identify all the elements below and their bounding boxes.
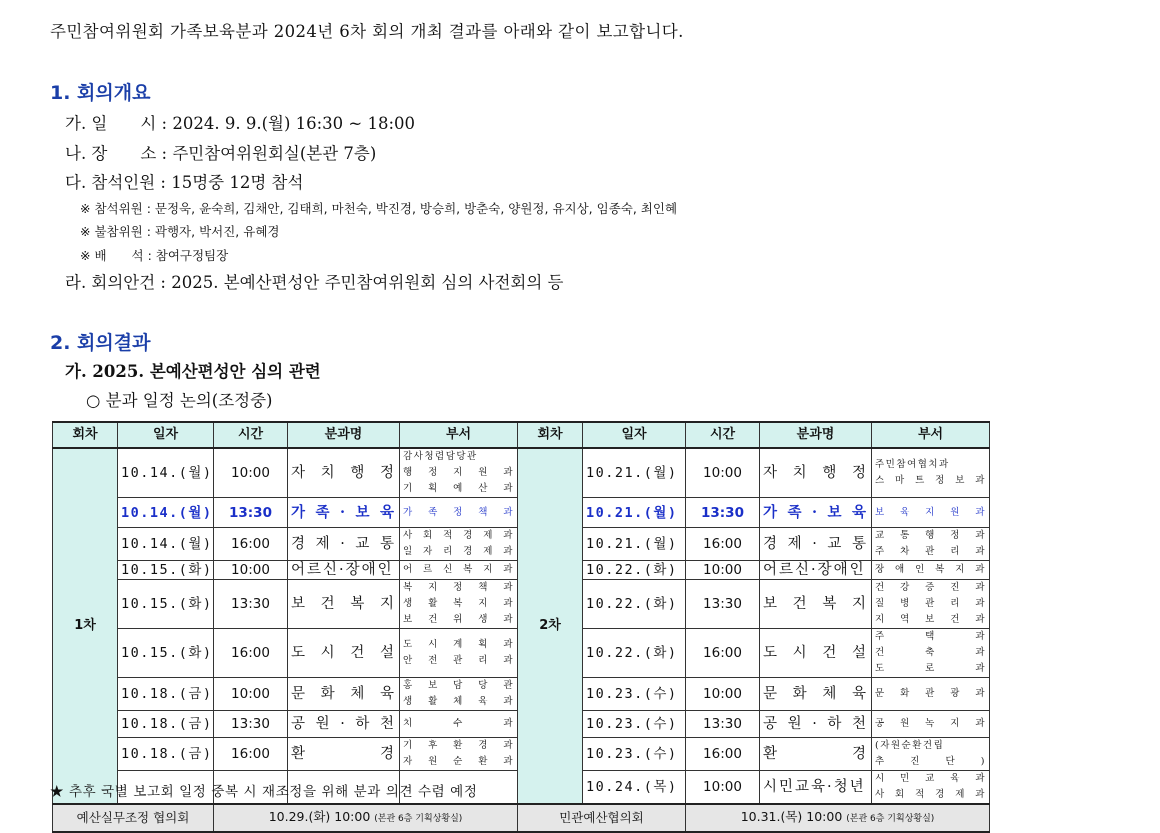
section2-subtitle: 가. 2025. 본예산편성안 심의 관련: [65, 362, 321, 381]
meeting-agenda: 라. 회의안건 : 2025. 본예산편성안 주민참여위원회 심의 사전회의 등: [65, 273, 564, 292]
division-cell: 도 시 건 설: [760, 629, 872, 678]
department-line: 추 진 단 ): [875, 756, 986, 767]
date-cell: 10.22.(화): [583, 580, 686, 629]
department-cell: [872, 561, 990, 580]
header-round: 회차: [53, 422, 118, 448]
date-cell: 10.18.(금): [118, 678, 214, 711]
time-cell: 13:30: [686, 580, 760, 629]
time-cell: 16:00: [686, 629, 760, 678]
division-cell: 환 경: [288, 738, 400, 771]
department-line: 보 육 지 원 과: [875, 506, 986, 518]
department-line: 도 시 계 획 과: [403, 639, 514, 650]
department-cell: [400, 580, 518, 629]
date-cell: 10.22.(화): [583, 561, 686, 580]
header-division: 분과명: [288, 422, 400, 448]
department-line: 보 건 위 생 과: [403, 614, 514, 625]
schedule-table: [52, 421, 990, 833]
section1-title: 1. 회의개요: [50, 82, 151, 104]
time-cell: 13:30: [214, 580, 288, 629]
department-line: 질 병 관 리 과: [875, 598, 986, 609]
table-footer-row: [53, 804, 990, 832]
date-cell: 10.15.(화): [118, 561, 214, 580]
date-cell: 10.15.(화): [118, 580, 214, 629]
time-cell: 16:00: [214, 528, 288, 561]
department-line: 가 족 정 책 과: [403, 506, 514, 518]
time-cell: 10:00: [686, 678, 760, 711]
department-cell: [872, 711, 990, 738]
department-line: 사 회 적 경 제 과: [403, 530, 514, 541]
division-cell: 어르신·장애인: [760, 561, 872, 580]
department-cell: [400, 711, 518, 738]
time-cell: 13:30: [686, 711, 760, 738]
department-line: 공 원 녹 지 과: [875, 718, 986, 729]
intro-text: 주민참여위원회 가족보육분과 2024년 6차 회의 개최 결과를 아래와 같이 보고합니다.: [50, 22, 684, 41]
department-line: 교 통 행 정 과: [875, 530, 986, 541]
date-cell: 10.21.(월): [583, 448, 686, 498]
department-line: 기 획 예 산 과: [403, 483, 514, 494]
division-cell: 문 화 체 육: [760, 678, 872, 711]
schedule-bullet: ○ 분과 일정 논의(조정중): [86, 391, 273, 410]
department-line: 스 마 트 정 보 과: [875, 475, 986, 486]
division-cell: 자 치 행 정: [288, 448, 400, 498]
department-line: 복 지 정 책 과: [403, 582, 514, 593]
department-line: 주 택 과: [875, 631, 986, 642]
date-cell: 10.15.(화): [118, 629, 214, 678]
header-division: 분과명: [760, 422, 872, 448]
department-cell: [872, 498, 990, 528]
time-cell: 13:30: [686, 498, 760, 528]
date-cell: 10.21.(월): [583, 528, 686, 561]
division-cell: 가 족 · 보 육: [760, 498, 872, 528]
department-line: 일 자 리 경 제 과: [403, 546, 514, 557]
department-line: 감사청렴담당관: [403, 451, 478, 462]
date-cell: 10.18.(금): [118, 711, 214, 738]
time-cell: 16:00: [214, 738, 288, 771]
department-line: 행 정 지 원 과: [403, 467, 514, 478]
division-cell: 환 경: [760, 738, 872, 771]
division-cell: 가 족 · 보 육: [288, 498, 400, 528]
department-cell: [872, 629, 990, 678]
footer-right-datetime: 10.31.(목) 10:00: [740, 809, 843, 824]
header-date: 일자: [583, 422, 686, 448]
department-cell: [400, 678, 518, 711]
time-cell: 10:00: [214, 561, 288, 580]
department-cell: [872, 738, 990, 771]
footnote: ★ 추후 국별 보고회 일정 중복 시 재조정을 위해 분과 의견 수렴 예정: [50, 784, 478, 800]
division-cell: 문 화 체 육: [288, 678, 400, 711]
division-cell: 보 건 복 지: [288, 580, 400, 629]
division-cell: 보 건 복 지: [760, 580, 872, 629]
round-2-cell: 2차: [518, 448, 583, 804]
department-line: 생 활 복 지 과: [403, 598, 514, 609]
department-line: 자 원 순 환 과: [403, 756, 514, 767]
date-cell: 10.23.(수): [583, 711, 686, 738]
time-cell: 10:00: [214, 448, 288, 498]
division-cell: 어르신·장애인: [288, 561, 400, 580]
department-line: 치 수 과: [403, 718, 514, 729]
department-line: 어 르 신 복 지 과: [403, 564, 514, 575]
footer-left-value: [214, 804, 518, 832]
time-cell: 16:00: [214, 629, 288, 678]
department-cell: [872, 528, 990, 561]
date-cell: 10.14.(월): [118, 498, 214, 528]
department-cell: [400, 448, 518, 498]
department-cell: [872, 678, 990, 711]
meeting-place: 나. 장 소 : 주민참여위원회실(본관 7층): [65, 144, 377, 163]
department-line: 장 애 인 복 지 과: [875, 564, 986, 575]
header-time: 시간: [686, 422, 760, 448]
time-cell: 10:00: [686, 771, 760, 805]
attendees-list: ※ 참석위원 : 문정욱, 윤숙희, 김채안, 김태희, 마천숙, 박진경, 방승희, 방춘숙, 양원정, 유지상, 임종숙, 최인혜: [80, 201, 678, 216]
department-cell: [400, 738, 518, 771]
division-cell: 시민교육·청년: [760, 771, 872, 805]
department-line: 홍 보 담 당 관: [403, 680, 514, 691]
footer-left-label: 예산실무조정 협의회: [53, 804, 214, 832]
time-cell: 10:00: [686, 561, 760, 580]
date-cell: 10.23.(수): [583, 738, 686, 771]
time-cell: 13:30: [214, 498, 288, 528]
department-cell: [400, 498, 518, 528]
date-cell: 10.24.(목): [583, 771, 686, 805]
department-line: 주 차 관 리 과: [875, 546, 986, 557]
department-line: 문 화 관 광 과: [875, 688, 986, 699]
header-round: 회차: [518, 422, 583, 448]
time-cell: 10:00: [686, 448, 760, 498]
department-cell: [400, 528, 518, 561]
time-cell: 10:00: [214, 678, 288, 711]
time-cell: 16:00: [686, 528, 760, 561]
round-1-cell: 1차: [53, 448, 118, 804]
department-line: 시 민 교 육 과: [875, 773, 986, 784]
footer-left-note: (본관 6층 기획상황실): [374, 814, 463, 824]
division-cell: 공 원 · 하 천: [760, 711, 872, 738]
time-cell: 16:00: [686, 738, 760, 771]
department-cell: [400, 561, 518, 580]
department-line: 안 전 관 리 과: [403, 655, 514, 666]
date-cell: 10.21.(월): [583, 498, 686, 528]
date-cell: 10.14.(월): [118, 528, 214, 561]
department-cell: [872, 448, 990, 498]
date-cell: 10.14.(월): [118, 448, 214, 498]
department-line: 도 로 과: [875, 663, 986, 674]
department-line: 건 축 과: [875, 647, 986, 658]
department-line: 기 후 환 경 과: [403, 740, 514, 751]
division-cell: 경 제 · 교 통: [760, 528, 872, 561]
department-line: 사 회 적 경 제 과: [875, 789, 986, 800]
footer-right-label: 민관예산협의회: [518, 804, 686, 832]
date-cell: 10.18.(금): [118, 738, 214, 771]
absentees-list: ※ 불참위원 : 곽행자, 박서진, 유혜경: [80, 224, 280, 239]
division-cell: 경 제 · 교 통: [288, 528, 400, 561]
section2-title: 2. 회의결과: [50, 332, 151, 354]
date-cell: 10.23.(수): [583, 678, 686, 711]
division-cell: 공 원 · 하 천: [288, 711, 400, 738]
department-cell: [400, 629, 518, 678]
table-header-row: [53, 422, 990, 448]
meeting-date: 가. 일 시 : 2024. 9. 9.(월) 16:30 ~ 18:00: [65, 114, 416, 133]
header-department: 부서: [400, 422, 518, 448]
observer-line: ※ 배 석 : 참여구정팀장: [80, 248, 229, 263]
department-line: 생 활 체 육 과: [403, 696, 514, 707]
department-line: 건 강 증 진 과: [875, 582, 986, 593]
department-cell: [872, 580, 990, 629]
time-cell: 13:30: [214, 711, 288, 738]
department-line: 지 역 보 건 과: [875, 614, 986, 625]
department-cell: [872, 771, 990, 805]
header-date: 일자: [118, 422, 214, 448]
meeting-attendance: 다. 참석인원 : 15명중 12명 참석: [65, 173, 304, 192]
footer-right-value: [686, 804, 990, 832]
header-department: 부서: [872, 422, 990, 448]
department-line: (자원순환건립: [875, 740, 945, 751]
date-cell: 10.22.(화): [583, 629, 686, 678]
division-cell: 자 치 행 정: [760, 448, 872, 498]
footer-right-note: (본관 6층 기획상황실): [846, 814, 935, 824]
header-time: 시간: [214, 422, 288, 448]
footer-left-datetime: 10.29.(화) 10:00: [268, 809, 371, 824]
department-line: 주민참여협치과: [875, 459, 950, 470]
table-row: [53, 448, 990, 498]
division-cell: 도 시 건 설: [288, 629, 400, 678]
